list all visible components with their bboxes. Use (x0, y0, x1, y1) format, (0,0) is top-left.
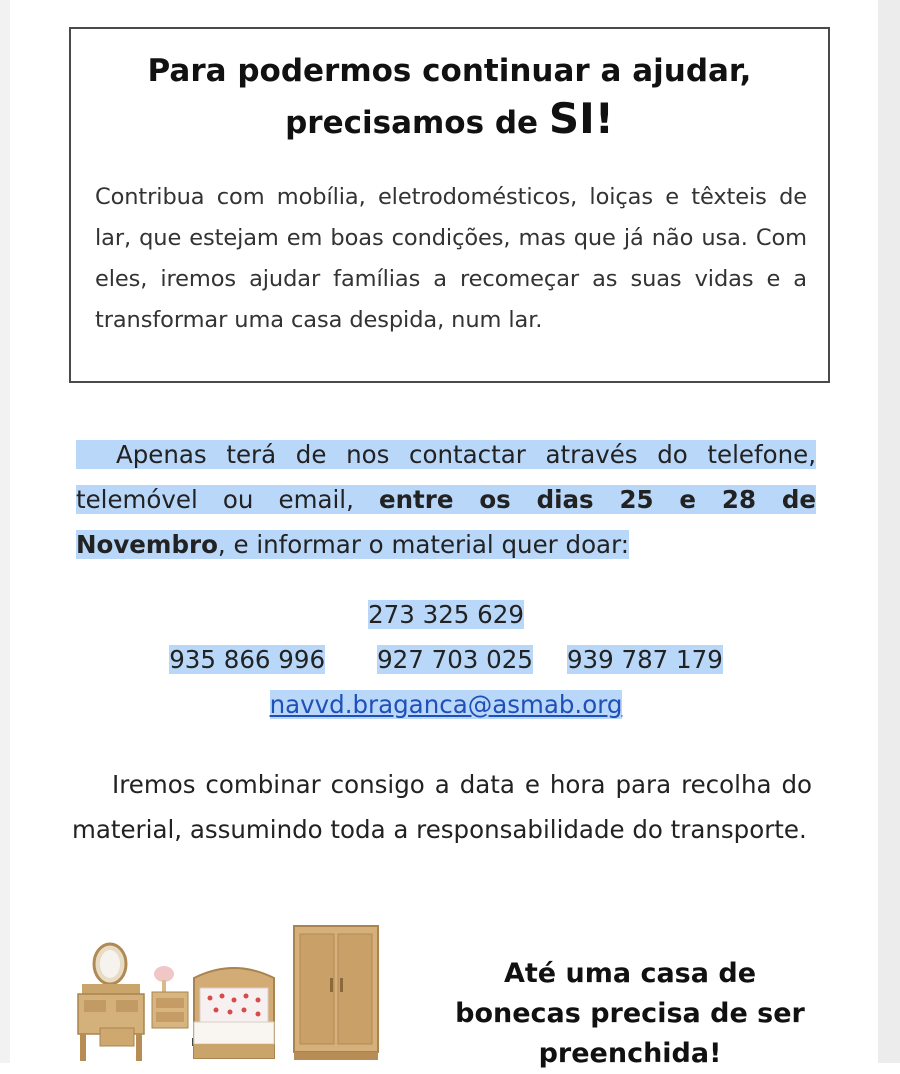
appeal-body: Contribua com mobília, eletrodomésticos, loiças e têxteis de lar, que estejam em boas condições, mas que já não usa. Com eles, iremos ajudar famílias a recomeçar as suas vidas e a transformar uma casa despida, num lar. (95, 184, 807, 333)
page-edge-left (0, 0, 10, 1063)
dollhouse-heading-line1: Até uma casa de (503, 958, 757, 989)
contact-indent (76, 440, 116, 469)
dollhouse-heading-line2: bonecas precisa de ser (455, 998, 805, 1029)
contact-text-part1[interactable]: Apenas terá de nos contactar através do telefone, telemóvel ou email, (76, 440, 816, 514)
email-line (76, 682, 816, 727)
pickup-paragraph (72, 762, 812, 852)
contact-text-part2[interactable]: , e informar o material quer doar: (217, 530, 629, 559)
phone-line (76, 592, 816, 637)
contact-paragraph[interactable] (76, 432, 816, 567)
appeal-title (71, 47, 828, 147)
dollhouse-heading (410, 954, 850, 1074)
vanity-icon (78, 944, 144, 1061)
appeal-title-emphasis: SI! (548, 94, 614, 143)
mobile-number-2[interactable]: 927 703 025 (377, 645, 533, 674)
page-edge-right (878, 0, 900, 1063)
pickup-text: Iremos combinar consigo a data e hora para recolha do material, assumindo toda a responsabilidade do transporte. (72, 770, 812, 844)
appeal-title-prefix: precisamos de (285, 105, 549, 141)
appeal-title-line2 (71, 95, 828, 147)
wardrobe-icon (294, 926, 378, 1060)
mobile-number-1[interactable]: 935 866 996 (169, 645, 326, 674)
bed-icon (194, 968, 274, 1058)
dollhouse-furniture-illustration (72, 918, 392, 1063)
phone-number[interactable]: 273 325 629 (368, 600, 524, 629)
mobiles-line (76, 637, 816, 682)
email-link[interactable]: navvd.braganca@asmab.org (269, 690, 623, 719)
mobile-number-3[interactable]: 939 787 179 (566, 645, 723, 674)
appeal-box (69, 27, 830, 383)
contact-list (76, 592, 816, 727)
dollhouse-heading-line3: preenchida! (538, 1038, 722, 1069)
contact-dates[interactable]: entre os dias 25 e 28 de Novembro (76, 485, 816, 559)
appeal-title-line1: Para podermos continuar a ajudar, (147, 53, 752, 89)
nightstand-icon (152, 966, 200, 1046)
